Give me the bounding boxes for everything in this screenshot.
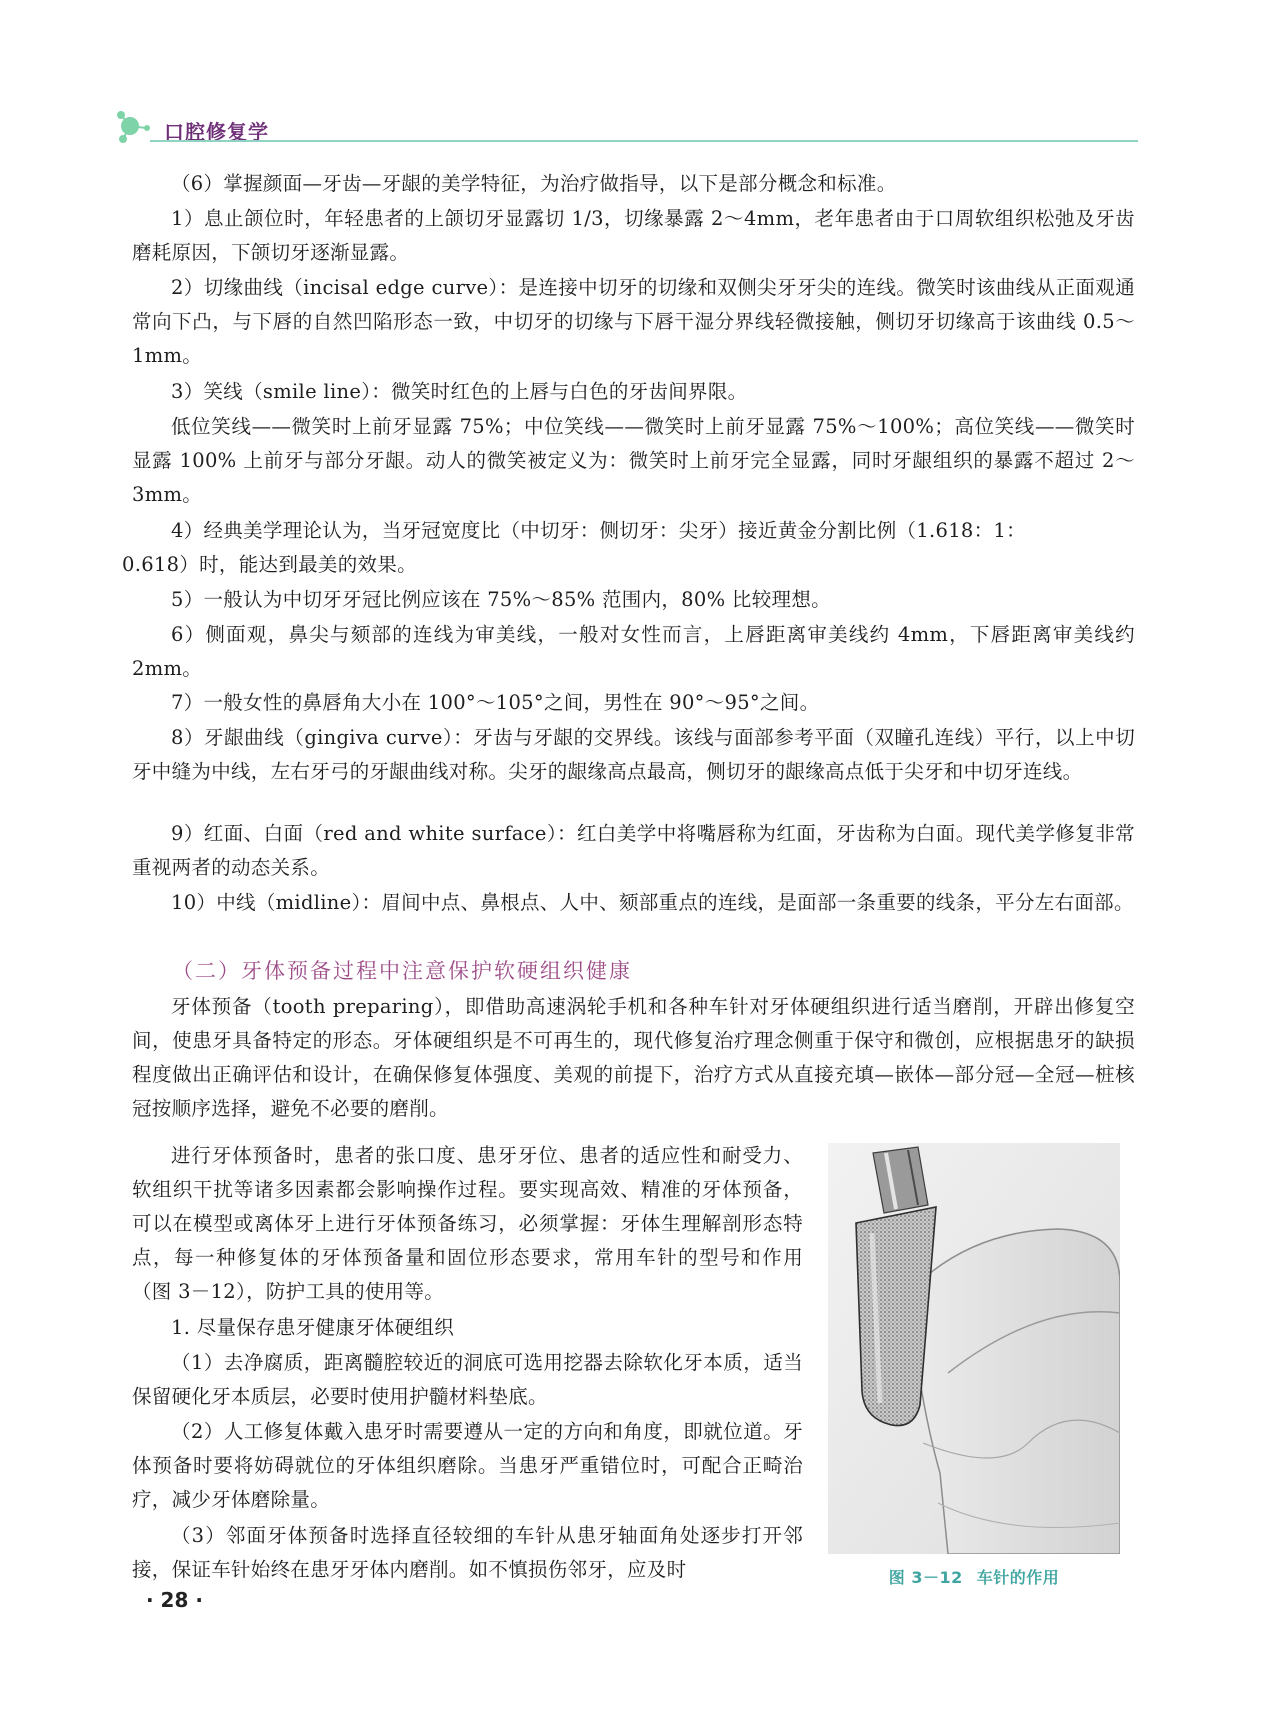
figure-caption	[828, 1565, 1120, 1588]
paragraph-smile-line: 3）笑线（smile line）：微笑时红色的上唇与白色的牙齿间界限。	[171, 380, 748, 403]
paragraph-incisal-curve: 2）切缘曲线（incisal edge curve）：是连接中切牙的切缘和双侧尖牙牙尖的连线。微笑时该曲线从正面观通常向下凸，与下唇的自然凹陷形态一致，中切牙的切缘与下唇干湿分界线轻微接触，侧切牙切缘高于该曲线 0.5～1mm。	[132, 276, 1135, 367]
paragraph-golden-ratio-cont: 0.618）时，能达到最美的效果。	[122, 553, 417, 576]
page-number: · 28 ·	[146, 1588, 203, 1612]
paragraph-rest-position: 1）息止颌位时，年轻患者的上颌切牙显露切 1/3，切缘暴露 2～4mm，老年患者由于口周软组织松弛及牙齿磨耗原因，下颌切牙逐渐显露。	[132, 207, 1135, 264]
paragraph-aesthetic-features: （6）掌握颜面—牙齿—牙龈的美学特征，为治疗做指导，以下是部分概念和标准。	[171, 172, 897, 195]
figure-caption-text: 车针的作用	[976, 1568, 1060, 1587]
book-title: 口腔修复学	[164, 120, 269, 144]
section-heading: （二）牙体预备过程中注意保护软硬组织健康	[172, 959, 632, 983]
paragraph-gingiva-curve: 8）牙龈曲线（gingiva curve）：牙齿与牙龈的交界线。该线与面部参考平面（双瞳孔连线）平行，以上中切牙中缝为中线，左右牙弓的牙龈曲线对称。尖牙的龈缘高点最高，侧切牙的龈缘高点低于尖牙和中切牙连线。	[132, 726, 1135, 783]
paragraph-red-white: 9）红面、白面（red and white surface）：红白美学中将嘴唇称为红面，牙齿称为白面。现代美学修复非常重视两者的动态关系。	[132, 822, 1135, 879]
paragraph-nasolabial-angle: 7）一般女性的鼻唇角大小在 100°～105°之间，男性在 90°～95°之间。	[171, 691, 820, 714]
paragraph-midline: 10）中线（midline）：眉间中点、鼻根点、人中、颏部重点的连线，是面部一条重要的线条，平分左右面部。	[171, 891, 1134, 914]
paragraph-caries-removal: （1）去净腐质，距离髓腔较近的洞底可选用挖器去除软化牙本质，适当保留硬化牙本质层，必要时使用护髓材料垫底。	[132, 1351, 803, 1408]
paragraph-numbered-heading: 1. 尽量保存患牙健康牙体硬组织	[171, 1316, 455, 1339]
bur-illustration	[828, 1143, 1120, 1554]
paragraph-preparation-factors: 进行牙体预备时，患者的张口度、患牙牙位、患者的适应性和耐受力、软组织干扰等诸多因素都会影响操作过程。要实现高效、精准的牙体预备，可以在模型或离体牙上进行牙体预备练习，必须掌握：牙体生理解剖形态特点，每一种修复体的牙体预备量和固位形态要求，常用车针的型号和作用（图 3－12），防护工具的使用等。	[132, 1144, 803, 1303]
page-header	[116, 100, 1138, 144]
paragraph-crown-ratio: 5）一般认为中切牙牙冠比例应该在 75%～85% 范围内，80% 比较理想。	[171, 588, 831, 611]
paragraph-proximal-prep: （3）邻面牙体预备时选择直径较细的车针从患牙轴面角处逐步打开邻接，保证车针始终在患牙牙体内磨削。如不慎损伤邻牙，应及时	[132, 1524, 803, 1581]
figure-label: 图 3－12	[888, 1568, 963, 1587]
paragraph-golden-ratio: 4）经典美学理论认为，当牙冠宽度比（中切牙：侧切牙：尖牙）接近黄金分割比例（1.618：1：	[171, 519, 1026, 542]
paragraph-tooth-preparing: 牙体预备（tooth preparing），即借助高速涡轮手机和各种车针对牙体硬组织进行适当磨削，开辟出修复空间，使患牙具备特定的形态。牙体硬组织是不可再生的，现代修复治疗理念侧重于保守和微创，应根据患牙的缺损程度做出正确评估和设计，在确保修复体强度、美观的前提下，治疗方式从直接充填—嵌体—部分冠—全冠—桩核冠按顺序选择，避免不必要的磨削。	[132, 995, 1135, 1120]
paragraph-smile-levels: 低位笑线——微笑时上前牙显露 75%；中位笑线——微笑时上前牙显露 75%～100%；高位笑线——微笑时显露 100% 上前牙与部分牙龈。动人的微笑被定义为：微笑时上前牙完全显露，同时牙龈组织的暴露不超过 2～3mm。	[132, 415, 1135, 506]
paragraph-path-of-insertion: （2）人工修复体戴入患牙时需要遵从一定的方向和角度，即就位道。牙体预备时要将妨碍就位的牙体组织磨除。当患牙严重错位时，可配合正畸治疗，减少牙体磨除量。	[132, 1420, 803, 1511]
header-divider	[150, 140, 1138, 142]
paragraph-esthetic-line: 6）侧面观，鼻尖与颏部的连线为审美线，一般对女性而言，上唇距离审美线约 4mm，下唇距离审美线约 2mm。	[132, 623, 1135, 680]
